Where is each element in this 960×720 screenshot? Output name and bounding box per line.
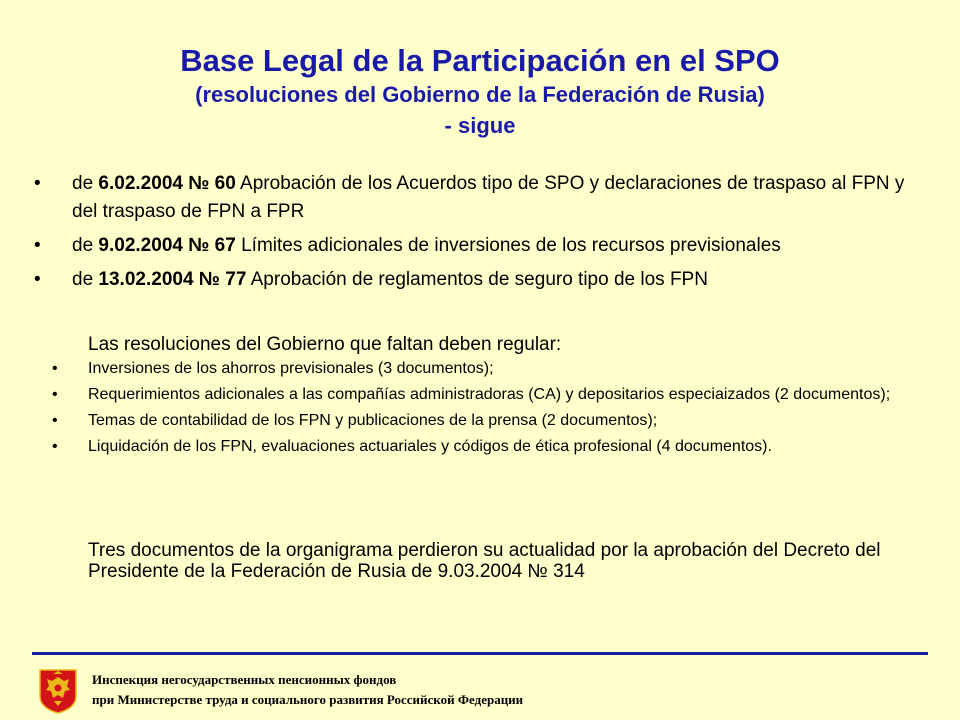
closing-paragraph: Tres documentos de la organigrama perdieron su actualidad por la aprobación del Decreto del Presidente de la Federación de Rusia de 9.03.2004 № 314	[88, 540, 881, 582]
bullet: •	[52, 438, 58, 455]
item-text: Liquidación de los FPN, evaluaciones actuariales y códigos de ética profesional (4 documentos).	[88, 438, 772, 455]
footer-line-1: Инспекция негосударственных пенсионных фондов	[92, 672, 397, 687]
slide-title	[0, 42, 960, 142]
bullet: •	[34, 235, 41, 256]
item-text: Temas de contabilidad de los FPN y publicaciones de la prensa (2 documentos);	[88, 412, 658, 429]
pending-topics-list	[52, 360, 912, 464]
footer-line-2: при Министерстве труда и социального развития Российской Федерации	[92, 692, 524, 707]
resolutions-list	[34, 170, 934, 300]
title-continued: - sigue	[444, 113, 516, 138]
list-item	[52, 360, 912, 377]
title-main: Base Legal de la Participación en el SPO	[180, 43, 780, 78]
item-text: Requerimientos adicionales a las compañías administradoras (CA) y depositarios especiaizados (2 documentos);	[88, 386, 891, 403]
item-text: Límites adicionales de inversiones de los recursos previsionales	[235, 235, 781, 256]
list-item	[34, 232, 934, 260]
coat-of-arms-icon	[38, 668, 78, 714]
resolution-ref: 9.02.2004 № 67	[98, 235, 236, 256]
bullet: •	[52, 412, 58, 429]
item-text: Inversiones de los ahorros previsionales (3 documentos);	[88, 360, 494, 377]
bullet: •	[52, 386, 58, 403]
footer-organization	[92, 670, 523, 710]
bullet: •	[34, 173, 41, 194]
list-item	[52, 412, 912, 429]
bullet: •	[34, 269, 41, 290]
pending-resolutions-heading: Las resoluciones del Gobierno que faltan deben regular:	[88, 334, 562, 355]
resolution-ref: 6.02.2004 № 60	[98, 173, 236, 194]
list-item	[52, 386, 912, 403]
list-item	[52, 438, 912, 455]
item-text: Aprobación de reglamentos de seguro tipo de los FPN	[246, 269, 708, 290]
item-prefix: de	[72, 173, 99, 194]
list-item	[34, 170, 934, 226]
item-prefix: de	[72, 269, 99, 290]
bullet: •	[52, 360, 58, 377]
list-item	[34, 266, 934, 294]
item-text: Aprobación de los Acuerdos tipo de SPO y declaraciones de traspaso al FPN y del traspaso de FPN a FPR	[72, 173, 905, 222]
title-subtitle: (resoluciones del Gobierno de la Federación de Rusia)	[195, 82, 765, 107]
resolution-ref: 13.02.2004 № 77	[98, 269, 247, 290]
item-prefix: de	[72, 235, 99, 256]
footer-divider	[32, 652, 928, 655]
